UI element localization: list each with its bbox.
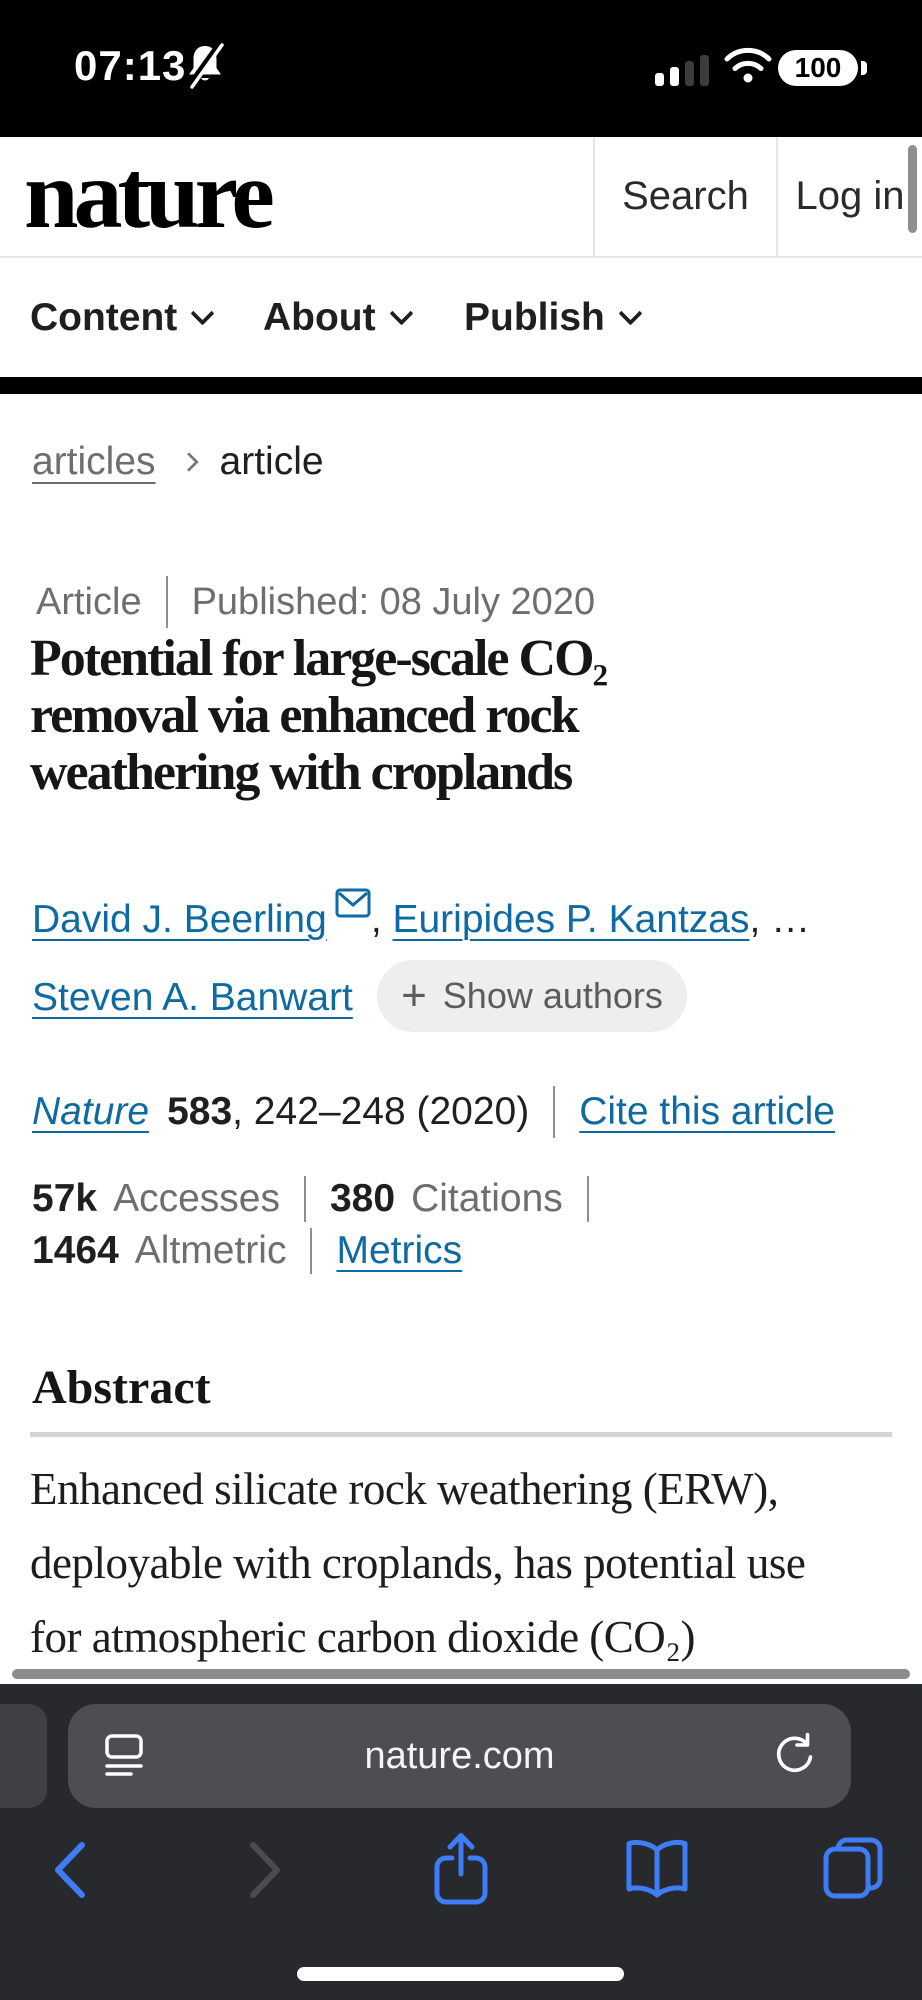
back-button[interactable]: [46, 1840, 94, 1905]
browser-chrome: [0, 1684, 922, 2000]
accesses-value: 57k: [32, 1177, 98, 1220]
site-header: [0, 137, 922, 258]
divider: [304, 1176, 306, 1222]
title-line: weathering with croplands: [30, 744, 572, 801]
author-link-kantzas[interactable]: Euripides P. Kantzas: [392, 898, 750, 941]
chevron-down-icon: [191, 301, 215, 325]
altmetric-label: Altmetric: [134, 1229, 287, 1272]
title-line: removal via enhanced rock: [30, 687, 578, 744]
battery-nub: [861, 61, 867, 75]
nav-bar: [0, 258, 922, 377]
battery-level: 100: [794, 52, 842, 83]
home-indicator[interactable]: [297, 1967, 624, 1981]
abstract-line: for atmospheric carbon dioxide (CO₂): [30, 1612, 695, 1662]
authors-line-1: [32, 898, 810, 942]
chevron-down-icon: [618, 301, 642, 325]
page-format-icon[interactable]: [104, 1733, 144, 1779]
abstract-heading: Abstract: [32, 1361, 211, 1414]
abstract-text: [30, 1452, 910, 1674]
nav-content-menu[interactable]: [30, 258, 211, 377]
author-link-banwart[interactable]: Steven A. Banwart: [32, 976, 353, 1019]
address-bar[interactable]: [68, 1704, 851, 1808]
page-scrollbar[interactable]: [908, 145, 917, 233]
metrics-row-1: [32, 1176, 613, 1222]
cellular-signal-icon: [655, 48, 713, 86]
nav-content-label: Content: [30, 295, 178, 339]
login-button[interactable]: Log in: [795, 174, 905, 218]
volume: 583: [167, 1090, 233, 1133]
clock: 07:13: [74, 42, 187, 89]
reload-icon[interactable]: [771, 1732, 817, 1778]
citation-line: [32, 1086, 835, 1138]
header-divider: [0, 377, 922, 394]
abstract-line: deployable with croplands, has potential use: [30, 1538, 806, 1588]
author-separator: ,: [370, 898, 393, 941]
search-button[interactable]: Search: [593, 137, 778, 256]
show-authors-button[interactable]: + Show authors: [377, 960, 687, 1032]
author-link-beerling[interactable]: David J. Beerling: [32, 898, 327, 941]
published-date: Published: 08 July 2020: [191, 580, 596, 623]
show-authors-label: Show authors: [442, 975, 663, 1016]
nav-publish-label: Publish: [464, 295, 605, 339]
tabs-icon[interactable]: [820, 1836, 888, 1905]
pages: , 242–248 (2020): [232, 1090, 530, 1133]
battery-icon: [778, 50, 858, 86]
metrics-row-2: [32, 1228, 462, 1274]
wifi-icon: [722, 44, 774, 86]
url-text: nature.com: [364, 1734, 555, 1777]
authors-line-2: [32, 976, 353, 1020]
author-ellipsis: , …: [749, 898, 811, 941]
abstract-rule: [30, 1432, 892, 1437]
share-icon[interactable]: [430, 1830, 492, 1911]
nav-about-label: About: [263, 295, 376, 339]
citations-value: 380: [329, 1177, 396, 1220]
title-line: Potential for large-scale CO₂: [30, 630, 607, 687]
article-title: [30, 630, 606, 801]
nature-logo[interactable]: nature: [24, 141, 270, 249]
accesses-label: Accesses: [113, 1177, 280, 1220]
chevron-right-icon: [179, 452, 199, 472]
journal-link[interactable]: Nature: [32, 1090, 150, 1133]
abstract-line: Enhanced silicate rock weathering (ERW),: [30, 1464, 779, 1514]
forward-button[interactable]: [241, 1840, 289, 1905]
divider: [310, 1228, 312, 1274]
divider: [587, 1176, 589, 1222]
cite-this-article-link[interactable]: Cite this article: [579, 1090, 835, 1133]
breadcrumb-current: article: [219, 440, 324, 483]
divider: [166, 576, 168, 628]
article-type-label: Article: [36, 580, 142, 623]
nav-about-menu[interactable]: [263, 258, 410, 377]
status-bar: [0, 0, 922, 137]
notifications-muted-icon: [184, 42, 226, 90]
altmetric-value: 1464: [32, 1229, 119, 1272]
adjacent-tab-peek[interactable]: [0, 1704, 47, 1808]
horizontal-scroll-indicator[interactable]: [12, 1669, 910, 1679]
breadcrumb-articles-link[interactable]: articles: [32, 440, 156, 483]
nav-publish-menu[interactable]: [464, 258, 639, 377]
bookmarks-icon[interactable]: [622, 1836, 692, 1905]
article-meta: [36, 576, 595, 628]
chevron-down-icon: [389, 301, 413, 325]
divider: [553, 1086, 555, 1138]
breadcrumb: [32, 440, 324, 484]
email-icon[interactable]: [335, 884, 371, 928]
citations-label: Citations: [411, 1177, 563, 1220]
metrics-link[interactable]: Metrics: [336, 1229, 463, 1272]
